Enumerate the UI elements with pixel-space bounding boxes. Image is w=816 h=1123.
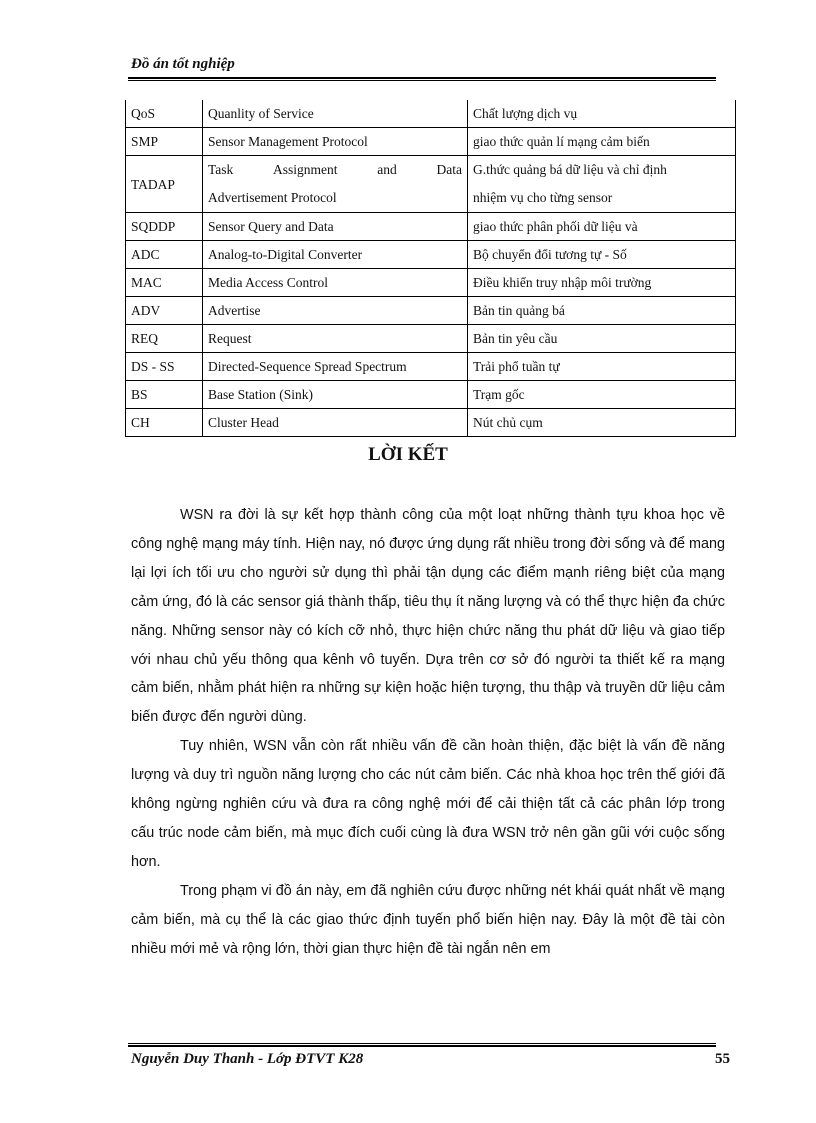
- table-row: [126, 297, 736, 325]
- full-name-cell: Analog-to-Digital Converter: [203, 241, 468, 269]
- full-name-cell: Base Station (Sink): [203, 381, 468, 409]
- abbr-cell: TADAP: [126, 156, 203, 213]
- meaning-line: nhiệm vụ cho từng sensor: [473, 190, 613, 205]
- meaning-cell: Nút chủ cụm: [468, 409, 736, 437]
- footer-author: Nguyễn Duy Thanh - Lớp ĐTVT K28: [131, 1051, 364, 1067]
- full-name-cell: Advertise: [203, 297, 468, 325]
- table-row: [126, 325, 736, 353]
- meaning-cell: Trạm gốc: [468, 381, 736, 409]
- full-name-word: Task: [208, 162, 234, 177]
- table-row: [126, 241, 736, 269]
- abbr-cell: REQ: [126, 325, 203, 353]
- meaning-cell: Bộ chuyển đổi tương tự - Số: [468, 241, 736, 269]
- abbr-cell: ADC: [126, 241, 203, 269]
- meaning-cell: Bản tin yêu cầu: [468, 325, 736, 353]
- table-row: [126, 156, 736, 213]
- full-name-cell: Directed-Sequence Spread Spectrum: [203, 353, 468, 381]
- full-name-cell: Quanlity of Service: [203, 100, 468, 128]
- abbr-cell: QoS: [126, 100, 203, 128]
- full-name-cell: Sensor Query and Data: [203, 213, 468, 241]
- full-name-line: Advertisement Protocol: [208, 190, 337, 205]
- meaning-cell: giao thức quản lí mạng cảm biến: [468, 128, 736, 156]
- full-name-cell: Cluster Head: [203, 409, 468, 437]
- paragraph: WSN ra đời là sự kết hợp thành công của một loạt những thành tựu khoa học về công nghệ mạng máy tính. Hiện nay, nó được ứng dụng rất nhiều trong đời sống và để mang lại lợi ích tối ưu cho người sử dụng thì phải tận dụng các điểm mạnh riêng biệt của mạng cảm ứng, đó là các sensor giá thành thấp, tiêu thụ ít năng lượng và có thể thực hiện đa chức năng. Những sensor này có kích cỡ nhỏ, thực hiện chức năng thu phát dữ liệu và giao tiếp với nhau chủ yếu thông qua kênh vô tuyến. Dựa trên cơ sở đó người ta thiết kế ra mạng cảm biến, nhằm phát hiện ra những sự kiện hoặc hiện tượng, thu thập và truyền dữ liệu cảm biến được đến người dùng.: [131, 507, 725, 726]
- header-rule: [128, 77, 716, 81]
- table-row: [126, 381, 736, 409]
- full-name-cell: Media Access Control: [203, 269, 468, 297]
- full-name-word: Data: [436, 162, 462, 177]
- full-name-cell: Sensor Management Protocol: [203, 128, 468, 156]
- full-name-word: and: [377, 162, 397, 177]
- paragraph: Tuy nhiên, WSN vẫn còn rất nhiều vấn đề cần hoàn thiện, đặc biệt là vấn đề năng lượng và duy trì nguồn năng lượng cho các nút cảm biến. Các nhà khoa học trên thế giới đã không ngừng nghiên cứu và đưa ra công nghệ mới để cải thiện tất cả các phân lớp trong cấu trúc node cảm biến, mà mục đích cuối cùng là đưa WSN trở nên gần gũi với cuộc sống hơn.: [131, 738, 725, 870]
- meaning-line: G.thức quảng bá dữ liệu và chỉ định: [473, 162, 667, 177]
- footer-rule: [128, 1043, 716, 1047]
- meaning-cell: Trải phổ tuần tự: [468, 353, 736, 381]
- full-name-word: Assignment: [273, 162, 338, 177]
- meaning-cell: Bản tin quảng bá: [468, 297, 736, 325]
- paragraph: Trong phạm vi đồ án này, em đã nghiên cứu được những nét khái quát nhất về mạng cảm biến, mà cụ thể là các giao thức định tuyến phổ biến hiện nay. Đây là một đề tài còn nhiều mới mẻ và rộng lớn, thời gian thực hiện đề tài ngắn nên em: [131, 882, 725, 957]
- meaning-cell: Chất lượng dịch vụ: [468, 100, 736, 128]
- table-row: [126, 128, 736, 156]
- table-row: [126, 269, 736, 297]
- abbr-cell: MAC: [126, 269, 203, 297]
- meaning-cell: Điều khiển truy nhập môi trường: [468, 269, 736, 297]
- abbr-cell: SQDDP: [126, 213, 203, 241]
- full-name-cell: [203, 156, 468, 213]
- meaning-cell: giao thức phân phối dữ liệu và: [468, 213, 736, 241]
- abbr-cell: CH: [126, 409, 203, 437]
- meaning-cell: [468, 156, 736, 213]
- header-title: Đồ án tốt nghiệp: [131, 56, 235, 72]
- abbreviation-table: [125, 100, 736, 437]
- abbr-cell: BS: [126, 381, 203, 409]
- abbr-cell: DS - SS: [126, 353, 203, 381]
- table-row: [126, 409, 736, 437]
- table-row: [126, 353, 736, 381]
- section-title: LỜI KẾT: [368, 444, 448, 465]
- page-number: 55: [715, 1051, 730, 1067]
- table-row: [126, 213, 736, 241]
- full-name-cell: Request: [203, 325, 468, 353]
- abbr-cell: ADV: [126, 297, 203, 325]
- table-row: [126, 100, 736, 128]
- abbr-cell: SMP: [126, 128, 203, 156]
- body-text: [131, 501, 725, 964]
